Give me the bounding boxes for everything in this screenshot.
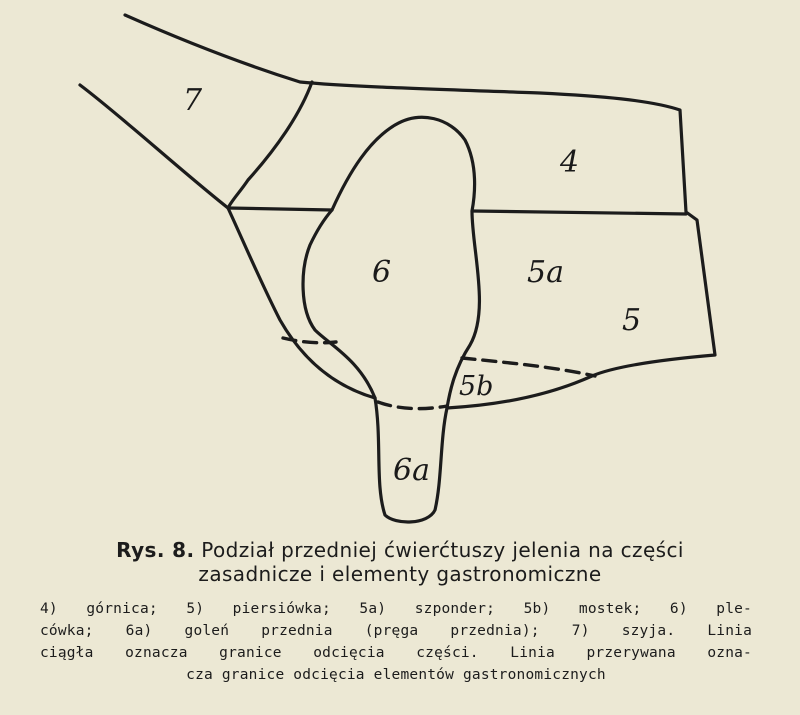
caption-legend: [40, 598, 752, 686]
caption-title-line1: Podział przedniej ćwierćtuszy jelenia na części: [201, 538, 684, 562]
caption-title-line2: zasadnicze i elementy gastronomiczne: [198, 562, 602, 586]
legend-line-4: cza granice odcięcia elementów gastronomicznych: [186, 667, 606, 683]
figure-caption: [30, 538, 770, 586]
label-5a: 5a: [527, 255, 564, 290]
label-7: 7: [183, 83, 203, 118]
legend-line-2: cówka; 6a) goleń przednia (pręga przednia); 7) szyja. Linia: [40, 623, 752, 639]
label-6: 6: [372, 255, 392, 290]
outline-bottom: [80, 85, 375, 398]
label-5: 5: [622, 303, 642, 338]
label-4: 4: [560, 145, 580, 180]
caption-title: [30, 538, 770, 586]
outline-top: [125, 15, 715, 408]
shoulder-outline: [303, 117, 479, 408]
dashed-line-shank-top: [378, 402, 447, 409]
label-6a: 6a: [393, 453, 430, 488]
legend-line-3: ciągła oznacza granice odcięcia części. Linia przerywana ozna-: [40, 645, 752, 661]
legend-line-1: 4) górnica; 5) piersiówka; 5a) szponder; 5b) mostek; 6) ple-: [40, 601, 752, 617]
neck-cut-line: [228, 82, 312, 208]
label-5b: 5b: [459, 371, 494, 402]
gornica-cut-line: [228, 208, 686, 214]
figure-number: Rys. 8.: [116, 538, 195, 562]
